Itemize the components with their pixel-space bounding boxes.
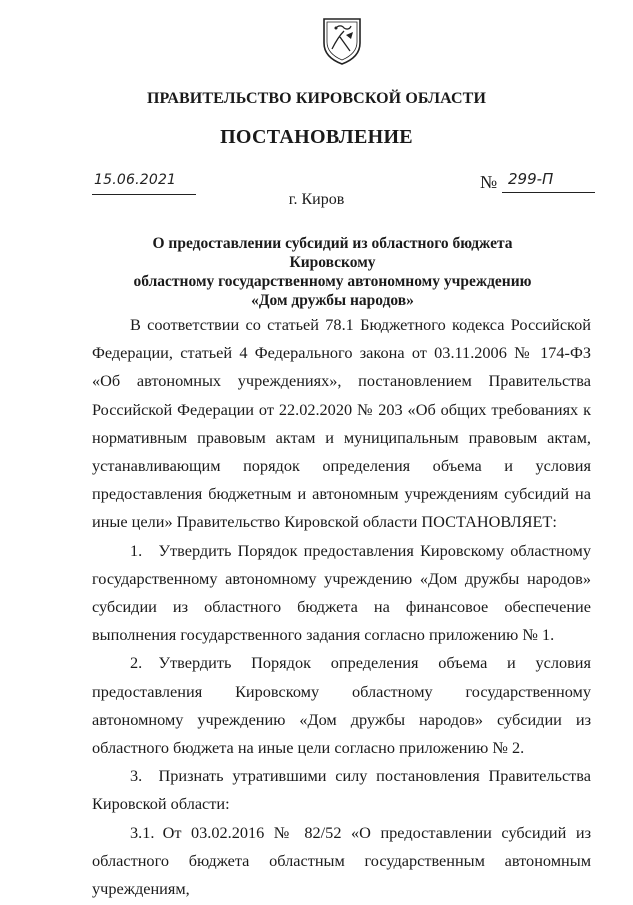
coat-of-arms-icon [320,15,364,65]
date-value: 15.06.2021 [94,172,177,188]
item-3-paragraph: 3. Признать утратившими силу постановления Правительства Кировской области: [92,766,591,814]
item-1-paragraph: 1. Утвердить Порядок предоставления Кировскому областному государственному автономному учреждению «Дом дружбы народов» субсидии из областного бюджета на финансовое обеспечение выполнения государственного задания согласно приложению № 1. [92,540,591,645]
government-title: ПРАВИТЕЛЬСТВО КИРОВСКОЙ ОБЛАСТИ [147,90,486,107]
subject-line-1: О предоставлении субсидий из областного бюджета Кировскому [152,235,513,271]
subject-line-2: областному государственному автономному учреждению [133,273,532,290]
number-underline [502,170,595,193]
preamble-paragraph: В соответствии со статьей 78.1 Бюджетного кодекса Российской Федерации, статьей 4 Федерального закона от 03.11.2006 № 174-ФЗ «Об автономных учреждениях», постановлением Правительства Российской Федерации от 22.02.2020 № 203 «Об общих требованиях к нормативным правовым актам и муниципальным правовым актам, устанавливающим порядок определения объема и условия предоставления бюджетным и автономным учреждениям субсидий на иные цели» Правительство Кировской области ПОСТАНОВЛЯЕТ: [92,315,591,532]
document-type-title: ПОСТАНОВЛЕНИЕ [220,126,413,148]
item-2-paragraph: 2. Утвердить Порядок определения объема и условия предоставления Кировскому областному государственному автономному учреждению «Дом дружбы народов» субсидии из областного бюджета на иные цели согласно приложению № 2. [92,653,591,758]
document-subject [110,234,555,310]
document-number-value: 299-П [508,170,554,188]
number-sign: № [480,172,498,192]
subject-line-3: «Дом дружбы народов» [251,292,414,309]
item-3-1-paragraph: 3.1. От 03.02.2016 № 82/52 «О предоставлении субсидий из областного бюджета областным государственным автономным учреждениям, [92,822,591,899]
city-label: г. Киров [288,191,345,208]
document-body [92,311,591,903]
